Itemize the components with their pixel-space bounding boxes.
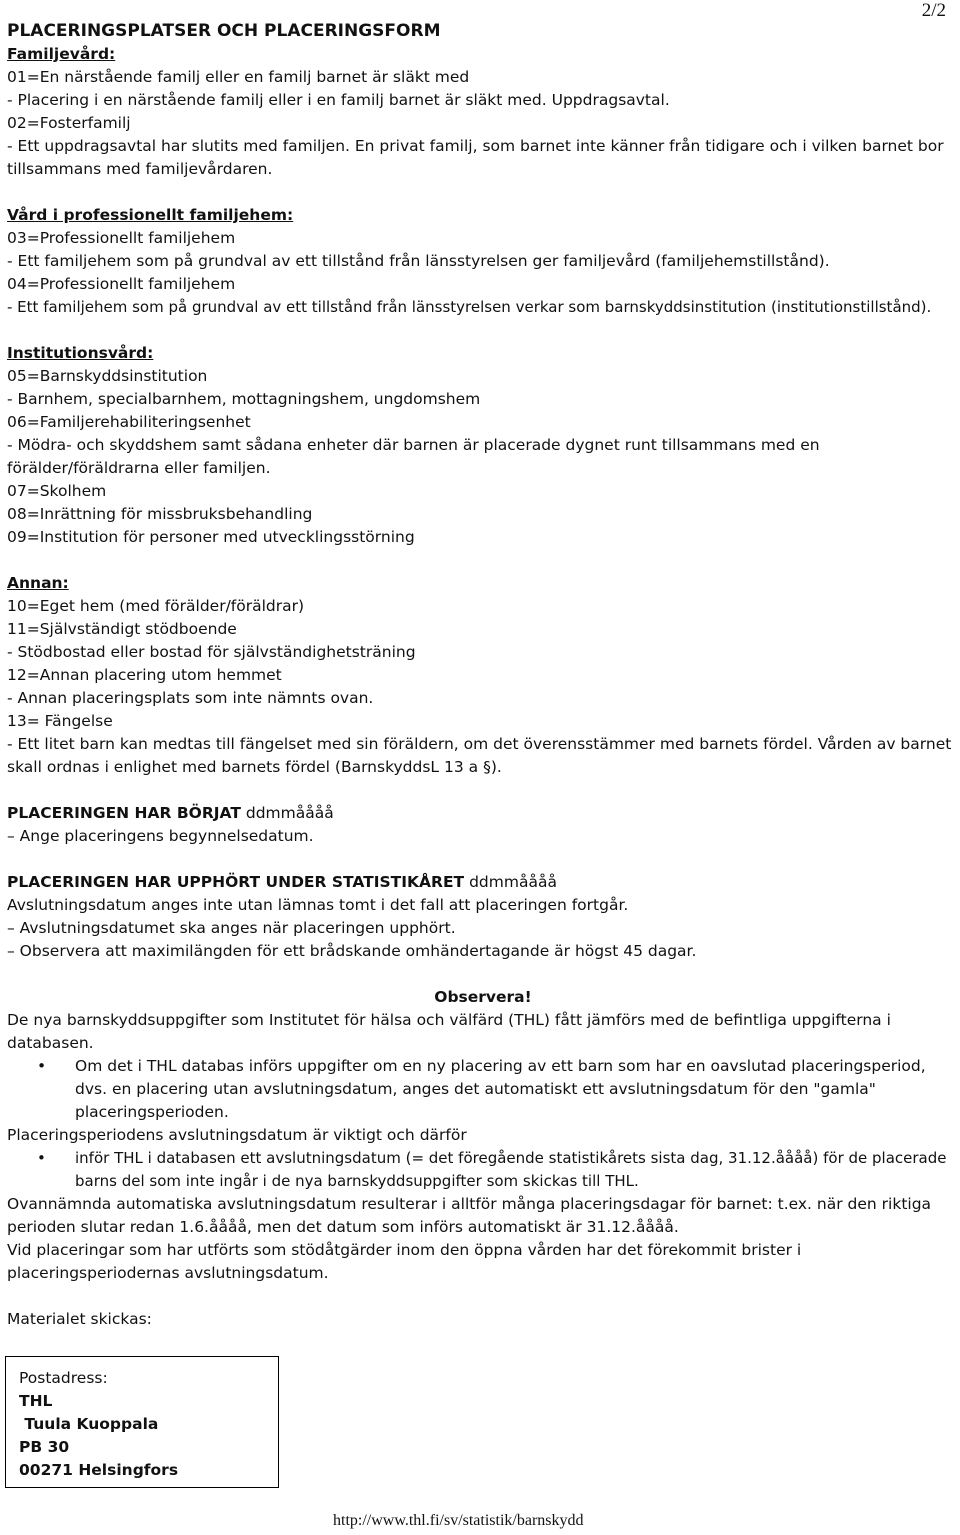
address-pb: PB 30 [19, 1438, 70, 1456]
text-line: - Mödra- och skyddshem samt sådana enheter där barnen är placerade dygnet runt tillsammans med en förälder/föräldrarna eller familjen. [7, 436, 820, 477]
text-line: - Barnhem, specialbarnhem, mottagningshem, ungdomshem [7, 390, 481, 408]
text-line: – Avslutningsdatumet ska anges när placeringen upphört. [7, 919, 456, 937]
text-line: - Ett uppdragsavtal har slutits med familjen. En privat familj, som barnet inte känner från tidigare och i vilken barnet bor tillsammans med familjevårdaren. [7, 137, 944, 178]
text-line: – Observera att maximilängden för ett brådskande omhändertagande är högst 45 dagar. [7, 942, 697, 960]
footer-url[interactable]: http://www.thl.fi/sv/statistik/barnskydd [333, 1512, 584, 1529]
text-line: 12=Annan placering utom hemmet [7, 666, 282, 684]
address-label: Postadress: [19, 1369, 108, 1387]
text-line: 11=Självständigt stödboende [7, 620, 237, 638]
date-format: ddmmåååå [464, 873, 557, 891]
material-label: Materialet skickas: [7, 1310, 152, 1328]
section-upphort [7, 871, 959, 894]
document-body [7, 20, 959, 1331]
address-org: THL [19, 1392, 53, 1410]
section-heading-upphort: PLACERINGEN HAR UPPHÖRT UNDER STATISTIKÅRET [7, 873, 465, 891]
observera-middle: Placeringsperiodens avslutningsdatum är viktigt och därför [7, 1126, 467, 1144]
section-borjat [7, 802, 959, 825]
text-line: - Stödbostad eller bostad för självständighetsträning [7, 643, 416, 661]
text-line: 08=Inrättning för missbruksbehandling [7, 505, 313, 523]
text-line: - Annan placeringsplats som inte nämnts ovan. [7, 689, 374, 707]
text-line: 13= Fängelse [7, 712, 113, 730]
text-line: - Ett familjehem som på grundval av ett tillstånd från länsstyrelsen ger familjevård (familjehemstillstånd). [7, 252, 830, 270]
page-number: 2/2 [921, 0, 946, 21]
text-line: - Ett litet barn kan medtas till fängelset med sin föräldern, om det överensstämmer med barnets fördel. Vården av barnet skall ordnas i enlighet med barnets fördel (BarnskyddsL 13 a §). [7, 735, 952, 776]
section-heading-institution: Institutionsvård: [7, 344, 154, 362]
document-title: PLACERINGSPLATSER OCH PLACERINGSFORM [7, 21, 441, 41]
text-line: Avslutningsdatum anges inte utan lämnas tomt i det fall att placeringen fortgår. [7, 896, 629, 914]
section-heading-familjevard: Familjevård: [7, 45, 116, 63]
text-line: 04=Professionellt familjehem [7, 275, 236, 293]
text-line: 05=Barnskyddsinstitution [7, 367, 208, 385]
bullet-item: • inför THL i databasen ett avslutningsdatum (= det föregående statistikårets sista dag, 31.12.åååå) för de placerade barns del som inte ingår i de nya barnskyddsuppgifter som skickas till THL. [7, 1147, 959, 1193]
section-heading-borjat: PLACERINGEN HAR BÖRJAT [7, 804, 241, 822]
address-city: 00271 Helsingfors [19, 1461, 179, 1479]
date-format: ddmmåååå [240, 804, 334, 822]
bullet-item: • Om det i THL databas införs uppgifter om en ny placering av ett barn som har en oavslutad placeringsperiod, dvs. en placering utan avslutningsdatum, anges det automatiskt ett avslutningsdatum för den "gamla" placeringsperioden. [7, 1055, 959, 1124]
observera-paragraph: Vid placeringar som har utförts som stödåtgärder inom den öppna vården har det förekommit brister i placeringsperiodernas avslutningsdatum. [7, 1241, 802, 1282]
text-line: 02=Fosterfamilj [7, 114, 131, 132]
address-box [5, 1356, 279, 1488]
text-line: - Ett familjehem som på grundval av ett tillstånd från länsstyrelsen verkar som barnskyddsinstitution (institutionstillstånd). [7, 298, 932, 316]
observera-paragraph: Ovannämnda automatiska avslutningsdatum resulterar i alltför många placeringsdagar för barnet: t.ex. när den riktiga perioden slutar redan 1.6.åååå, men det datum som införs automatiskt är 31.12.åååå. [7, 1195, 932, 1236]
section-heading-annan: Annan: [7, 574, 69, 592]
address-name: Tuula Kuoppala [19, 1415, 159, 1433]
section-heading-professionellt: Vård i professionellt familjehem: [7, 206, 294, 224]
text-line: 07=Skolhem [7, 482, 107, 500]
text-line: - Placering i en närstående familj eller i en familj barnet är släkt med. Uppdragsavtal. [7, 91, 670, 109]
observera-heading: Observera! [434, 988, 532, 1006]
text-line: 09=Institution för personer med utvecklingsstörning [7, 528, 415, 546]
text-line: 03=Professionellt familjehem [7, 229, 236, 247]
text-line: 06=Familjerehabiliteringsenhet [7, 413, 251, 431]
text-line: – Ange placeringens begynnelsedatum. [7, 827, 314, 845]
text-line: 01=En närstående familj eller en familj barnet är släkt med [7, 68, 470, 86]
text-line: 10=Eget hem (med förälder/föräldrar) [7, 597, 305, 615]
observera-intro: De nya barnskyddsuppgifter som Institutet för hälsa och välfärd (THL) fått jämförs med de befintliga uppgifterna i databasen. [7, 1011, 891, 1052]
